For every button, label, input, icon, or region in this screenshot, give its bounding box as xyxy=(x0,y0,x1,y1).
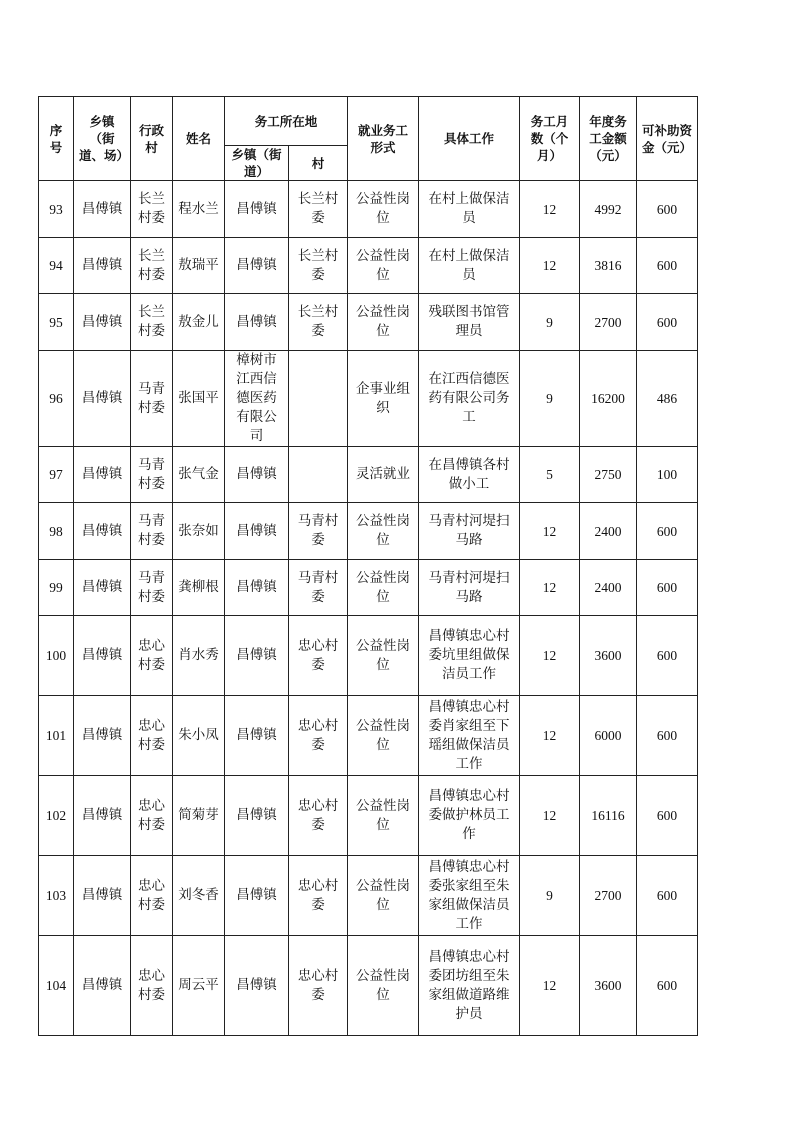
cell-employment-form: 公益性岗位 xyxy=(348,696,419,776)
cell-seq: 102 xyxy=(39,776,74,856)
cell-months: 12 xyxy=(520,181,580,238)
cell-town: 昌傅镇 xyxy=(74,503,131,560)
cell-annual-amount: 2700 xyxy=(580,294,637,351)
table-row xyxy=(39,616,698,696)
cell-work-village: 忠心村委 xyxy=(289,616,348,696)
cell-name: 简菊芽 xyxy=(173,776,225,856)
cell-months: 12 xyxy=(520,696,580,776)
employment-subsidy-table xyxy=(38,96,698,1036)
cell-work-village: 忠心村委 xyxy=(289,936,348,1036)
cell-employment-form: 公益性岗位 xyxy=(348,936,419,1036)
cell-subsidy: 600 xyxy=(637,238,698,294)
cell-employment-form: 公益性岗位 xyxy=(348,181,419,238)
cell-employment-form: 公益性岗位 xyxy=(348,616,419,696)
header-work-town: 乡镇（街道） xyxy=(225,146,289,181)
cell-months: 12 xyxy=(520,936,580,1036)
cell-subsidy: 600 xyxy=(637,294,698,351)
cell-seq: 104 xyxy=(39,936,74,1036)
cell-work-village: 长兰村委 xyxy=(289,238,348,294)
cell-subsidy: 600 xyxy=(637,936,698,1036)
cell-annual-amount: 3600 xyxy=(580,616,637,696)
cell-annual-amount: 2400 xyxy=(580,560,637,616)
cell-name: 张国平 xyxy=(173,351,225,447)
table-row xyxy=(39,447,698,503)
cell-village: 马青村委 xyxy=(131,560,173,616)
cell-work-village: 忠心村委 xyxy=(289,776,348,856)
cell-job: 在江西信德医药有限公司务工 xyxy=(419,351,520,447)
cell-work-village: 忠心村委 xyxy=(289,696,348,776)
cell-village: 忠心村委 xyxy=(131,856,173,936)
cell-seq: 98 xyxy=(39,503,74,560)
cell-job: 昌傅镇忠心村委张家组至朱家组做保洁员工作 xyxy=(419,856,520,936)
cell-work-village: 长兰村委 xyxy=(289,181,348,238)
cell-job: 昌傅镇忠心村委团坊组至朱家组做道路维护员 xyxy=(419,936,520,1036)
cell-village: 马青村委 xyxy=(131,447,173,503)
cell-town: 昌傅镇 xyxy=(74,560,131,616)
cell-subsidy: 600 xyxy=(637,560,698,616)
cell-work-town: 昌傅镇 xyxy=(225,616,289,696)
cell-months: 12 xyxy=(520,776,580,856)
header-months: 务工月数（个月） xyxy=(520,97,580,181)
cell-subsidy: 600 xyxy=(637,776,698,856)
cell-name: 程水兰 xyxy=(173,181,225,238)
cell-town: 昌傅镇 xyxy=(74,351,131,447)
header-employment-form: 就业务工形式 xyxy=(348,97,419,181)
header-annual-amount: 年度务工金额（元） xyxy=(580,97,637,181)
header-work-location: 务工所在地 xyxy=(225,97,348,146)
cell-town: 昌傅镇 xyxy=(74,238,131,294)
cell-annual-amount: 2400 xyxy=(580,503,637,560)
cell-town: 昌傅镇 xyxy=(74,447,131,503)
table-row xyxy=(39,856,698,936)
cell-work-town: 昌傅镇 xyxy=(225,936,289,1036)
table-row xyxy=(39,238,698,294)
cell-seq: 97 xyxy=(39,447,74,503)
cell-work-village: 马青村委 xyxy=(289,560,348,616)
cell-seq: 93 xyxy=(39,181,74,238)
cell-village: 忠心村委 xyxy=(131,696,173,776)
table-row xyxy=(39,181,698,238)
header-town: 乡镇（街道、场） xyxy=(74,97,131,181)
cell-village: 长兰村委 xyxy=(131,294,173,351)
cell-annual-amount: 6000 xyxy=(580,696,637,776)
cell-work-town: 昌傅镇 xyxy=(225,503,289,560)
cell-employment-form: 灵活就业 xyxy=(348,447,419,503)
cell-job: 在村上做保洁员 xyxy=(419,238,520,294)
cell-job: 昌傅镇忠心村委肖家组至下瑶组做保洁员工作 xyxy=(419,696,520,776)
table-row xyxy=(39,936,698,1036)
header-village: 行政村 xyxy=(131,97,173,181)
cell-work-town: 昌傅镇 xyxy=(225,447,289,503)
cell-work-town: 昌傅镇 xyxy=(225,696,289,776)
table-row xyxy=(39,351,698,447)
cell-months: 5 xyxy=(520,447,580,503)
cell-employment-form: 公益性岗位 xyxy=(348,856,419,936)
cell-work-village xyxy=(289,351,348,447)
cell-job: 昌傅镇忠心村委做护林员工作 xyxy=(419,776,520,856)
cell-annual-amount: 3600 xyxy=(580,936,637,1036)
cell-work-town: 昌傅镇 xyxy=(225,856,289,936)
table-row xyxy=(39,560,698,616)
cell-name: 张气金 xyxy=(173,447,225,503)
cell-name: 肖水秀 xyxy=(173,616,225,696)
cell-subsidy: 600 xyxy=(637,503,698,560)
cell-town: 昌傅镇 xyxy=(74,181,131,238)
cell-seq: 94 xyxy=(39,238,74,294)
cell-name: 张奈如 xyxy=(173,503,225,560)
cell-name: 刘冬香 xyxy=(173,856,225,936)
table-body xyxy=(39,181,698,1036)
header-subsidy: 可补助资金（元） xyxy=(637,97,698,181)
cell-village: 长兰村委 xyxy=(131,181,173,238)
cell-work-town: 昌傅镇 xyxy=(225,238,289,294)
table-row xyxy=(39,503,698,560)
table-row xyxy=(39,294,698,351)
cell-work-town: 昌傅镇 xyxy=(225,560,289,616)
cell-job: 马青村河堤扫马路 xyxy=(419,560,520,616)
cell-village: 长兰村委 xyxy=(131,238,173,294)
cell-subsidy: 486 xyxy=(637,351,698,447)
cell-town: 昌傅镇 xyxy=(74,856,131,936)
cell-town: 昌傅镇 xyxy=(74,616,131,696)
cell-months: 9 xyxy=(520,294,580,351)
cell-months: 12 xyxy=(520,560,580,616)
cell-seq: 95 xyxy=(39,294,74,351)
cell-annual-amount: 16200 xyxy=(580,351,637,447)
cell-months: 9 xyxy=(520,351,580,447)
cell-work-village: 忠心村委 xyxy=(289,856,348,936)
cell-months: 12 xyxy=(520,238,580,294)
cell-employment-form: 公益性岗位 xyxy=(348,560,419,616)
cell-village: 马青村委 xyxy=(131,503,173,560)
cell-seq: 101 xyxy=(39,696,74,776)
cell-seq: 99 xyxy=(39,560,74,616)
table-row xyxy=(39,696,698,776)
cell-subsidy: 100 xyxy=(637,447,698,503)
cell-months: 12 xyxy=(520,616,580,696)
cell-work-village: 马青村委 xyxy=(289,503,348,560)
cell-village: 忠心村委 xyxy=(131,776,173,856)
cell-name: 龚柳根 xyxy=(173,560,225,616)
cell-name: 敖金儿 xyxy=(173,294,225,351)
cell-job: 残联图书馆管理员 xyxy=(419,294,520,351)
table-row xyxy=(39,776,698,856)
cell-annual-amount: 2750 xyxy=(580,447,637,503)
cell-seq: 96 xyxy=(39,351,74,447)
cell-village: 忠心村委 xyxy=(131,616,173,696)
cell-subsidy: 600 xyxy=(637,696,698,776)
cell-work-town: 昌傅镇 xyxy=(225,181,289,238)
cell-seq: 100 xyxy=(39,616,74,696)
cell-employment-form: 公益性岗位 xyxy=(348,294,419,351)
cell-annual-amount: 4992 xyxy=(580,181,637,238)
cell-village: 忠心村委 xyxy=(131,936,173,1036)
cell-annual-amount: 3816 xyxy=(580,238,637,294)
cell-name: 敖瑞平 xyxy=(173,238,225,294)
cell-work-town: 昌傅镇 xyxy=(225,776,289,856)
cell-job: 昌傅镇忠心村委坑里组做保洁员工作 xyxy=(419,616,520,696)
cell-employment-form: 公益性岗位 xyxy=(348,238,419,294)
cell-annual-amount: 16116 xyxy=(580,776,637,856)
cell-work-village xyxy=(289,447,348,503)
cell-job: 马青村河堤扫马路 xyxy=(419,503,520,560)
cell-subsidy: 600 xyxy=(637,181,698,238)
cell-town: 昌傅镇 xyxy=(74,696,131,776)
header-work-village: 村 xyxy=(289,146,348,181)
cell-work-village: 长兰村委 xyxy=(289,294,348,351)
cell-name: 周云平 xyxy=(173,936,225,1036)
cell-employment-form: 企事业组织 xyxy=(348,351,419,447)
cell-annual-amount: 2700 xyxy=(580,856,637,936)
cell-town: 昌傅镇 xyxy=(74,776,131,856)
cell-town: 昌傅镇 xyxy=(74,294,131,351)
cell-town: 昌傅镇 xyxy=(74,936,131,1036)
cell-village: 马青村委 xyxy=(131,351,173,447)
cell-job: 在昌傅镇各村做小工 xyxy=(419,447,520,503)
cell-subsidy: 600 xyxy=(637,616,698,696)
cell-months: 9 xyxy=(520,856,580,936)
cell-job: 在村上做保洁员 xyxy=(419,181,520,238)
cell-employment-form: 公益性岗位 xyxy=(348,503,419,560)
cell-employment-form: 公益性岗位 xyxy=(348,776,419,856)
cell-months: 12 xyxy=(520,503,580,560)
cell-name: 朱小凤 xyxy=(173,696,225,776)
header-seq: 序号 xyxy=(39,97,74,181)
cell-work-town: 昌傅镇 xyxy=(225,294,289,351)
header-job: 具体工作 xyxy=(419,97,520,181)
cell-work-town: 樟树市江西信德医药有限公司 xyxy=(225,351,289,447)
cell-seq: 103 xyxy=(39,856,74,936)
header-name: 姓名 xyxy=(173,97,225,181)
cell-subsidy: 600 xyxy=(637,856,698,936)
